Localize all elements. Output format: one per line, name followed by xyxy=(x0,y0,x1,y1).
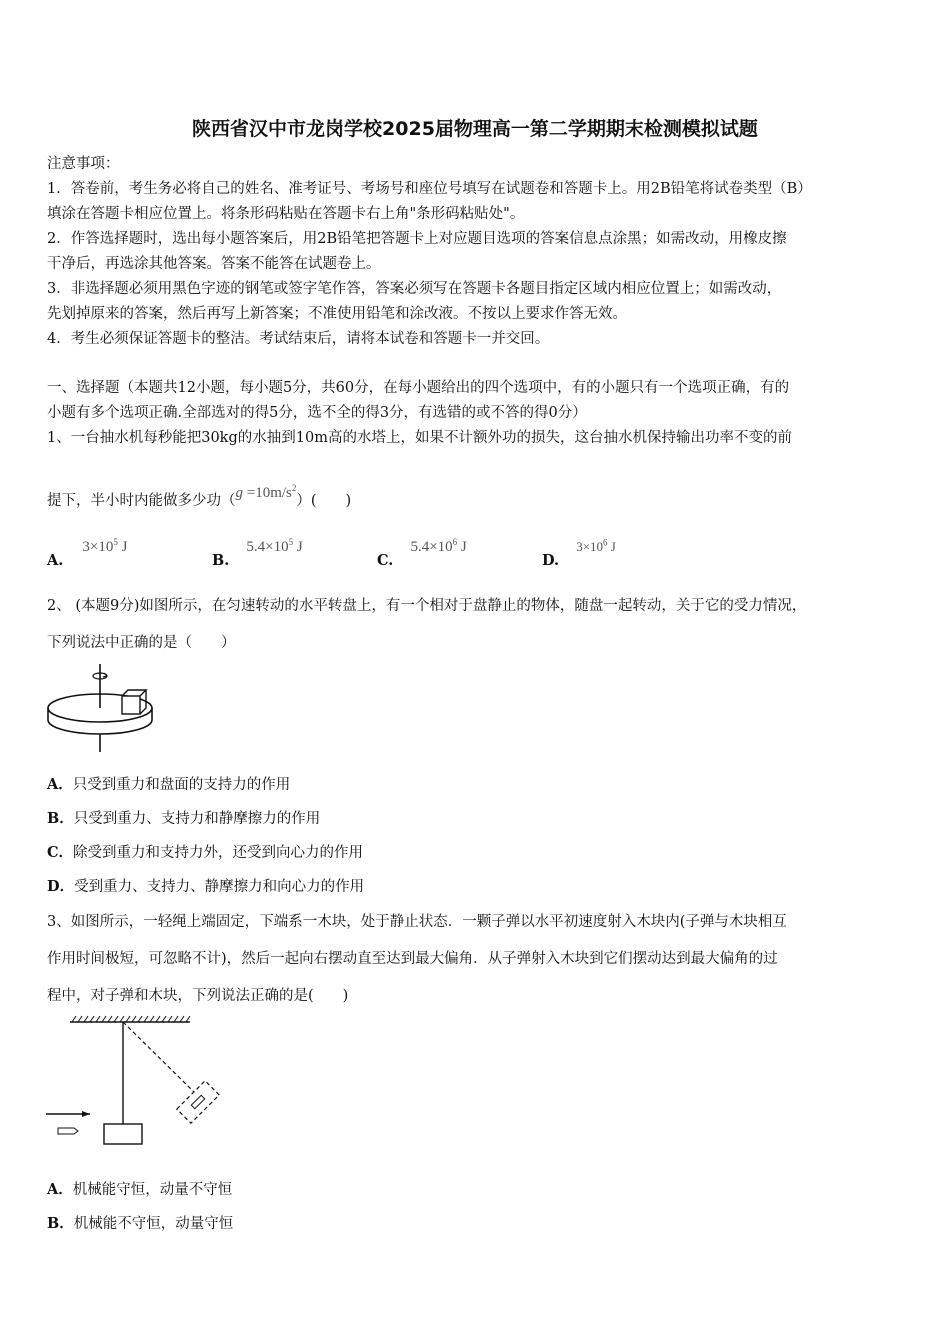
q3-option-b[interactable]: B．机械能不守恒，动量守恒 xyxy=(47,1215,234,1232)
q2-option-b[interactable]: B．只受到重力、支持力和静摩擦力的作用 xyxy=(47,810,321,827)
notice-line: 2．作答选择题时，选出每小题答案后，用2B铅笔把答题卡上对应题目选项的答案信息点涂黑；如需改动，用橡皮擦 xyxy=(47,231,787,247)
q2-stem: 2、 (本题9分)如图所示，在匀速转动的水平转盘上，有一个相对于盘静止的物体，随盘一起转动，关于它的受力情况， xyxy=(47,598,807,614)
notice-line: 4．考生必须保证答题卡的整洁。考试结束后，请将本试卷和答题卡一并交回。 xyxy=(47,331,550,347)
notice-line: 填涂在答题卡相应位置上。将条形码粘贴在答题卡右上角"条形码粘贴处"。 xyxy=(47,206,525,222)
notice-line: 1．答卷前，考生务必将自己的姓名、准考证号、考场号和座位号填写在试题卷和答题卡上。用2B铅笔将试卷类型（B） xyxy=(47,181,812,197)
q1-option-c[interactable]: C. $5.4\times 10^6$ J xyxy=(377,537,467,569)
q2-option-a[interactable]: A．只受到重力和盘面的支持力的作用 xyxy=(47,776,291,793)
q2-option-d[interactable]: D．受到重力、支持力、静摩擦力和向心力的作用 xyxy=(47,878,365,895)
pendulum-figure xyxy=(44,1014,234,1150)
notice-line: 3．非选择题必须用黑色字迹的钢笔或签字笔作答，答案必须写在答题卡各题目指定区域内相应位置上；如需改动， xyxy=(47,281,782,297)
q3-stem: 3、如图所示，一轻绳上端固定，下端系一木块，处于静止状态．一颗子弹以水平初速度射入木块内(子弹与木块相互 xyxy=(47,914,787,930)
notice-line: 干净后，再选涂其他答案。答案不能答在试题卷上。 xyxy=(47,256,381,272)
q3-stem-line3: 程中，对子弹和木块，下列说法正确的是( ) xyxy=(47,988,349,1004)
q1-stem: 1、一台抽水机每秒能把30kg的水抽到10m高的水塔上，如果不计额外功的损失，这台抽水机保持输出功率不变的前 xyxy=(47,430,792,446)
q1-option-a[interactable]: A. $3\times 10^5$ J xyxy=(47,537,128,569)
notice-line: 先划掉原来的答案，然后再写上新答案；不准使用铅笔和涂改液。不按以上要求作答无效。 xyxy=(47,306,627,322)
q1-option-d[interactable]: D. $3\times 10^6$ J xyxy=(542,537,616,569)
notice-heading: 注意事项： xyxy=(47,156,120,172)
section-heading: 小题有多个选项正确.全部选对的得5分，选不全的得3分，有选错的或不答的得0分） xyxy=(47,405,587,421)
q2-stem-line2: 下列说法中正确的是（ ） xyxy=(47,635,236,651)
q1-option-b[interactable]: B. $5.4\times 10^5$ J xyxy=(212,537,303,569)
q1-stem-line2: 提下，半小时内能做多少功$(g =10m/s^2)$( ) xyxy=(47,483,352,509)
section-heading: 一、选择题（本题共12小题，每小题5分，共60分，在每小题给出的四个选项中，有的小题只有一个选项正确，有的 xyxy=(47,380,790,396)
q3-stem-line2: 作用时间极短，可忽略不计)，然后一起向右摆动直至达到最大偏角．从子弹射入木块到它们摆动达到最大偏角的过 xyxy=(47,951,778,967)
q2-option-c[interactable]: C．除受到重力和支持力外，还受到向心力的作用 xyxy=(47,844,364,861)
page-title: 陕西省汉中市龙岗学校2025届物理高一第二学期期末检测模拟试题 xyxy=(192,118,758,140)
q3-option-a[interactable]: A．机械能守恒，动量不守恒 xyxy=(47,1181,233,1198)
turntable-figure xyxy=(44,662,164,754)
g-symbol: g xyxy=(235,485,243,501)
